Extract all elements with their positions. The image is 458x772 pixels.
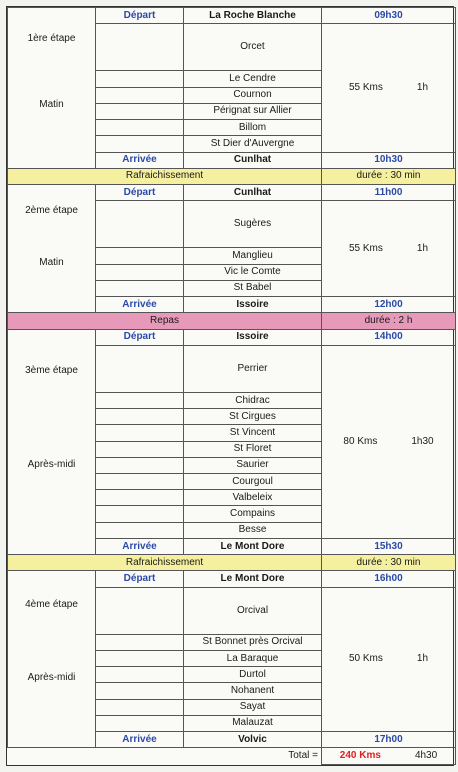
break-label: Rafraichissement <box>8 168 322 184</box>
stop-place: Manglieu <box>184 248 322 264</box>
depart-label: Départ <box>96 184 184 200</box>
stage-row-depart <box>8 8 456 24</box>
empty-cell <box>96 425 184 441</box>
empty-cell <box>96 715 184 731</box>
total-distance: 240 Kms <box>339 750 381 762</box>
empty-cell <box>96 699 184 715</box>
stage-duration: 1h <box>416 653 429 665</box>
stop-place: Durtol <box>184 667 322 683</box>
stop-place: Orcival <box>184 587 322 634</box>
empty-cell <box>96 264 184 280</box>
stage-duration: 1h30 <box>411 435 434 447</box>
depart-time: 14h00 <box>322 329 456 345</box>
empty-cell <box>96 587 184 634</box>
total-spacer <box>8 748 184 765</box>
arrivee-time: 10h30 <box>322 152 456 168</box>
stage-label-cell <box>8 184 96 312</box>
stage-period: Après-midi <box>27 458 76 470</box>
arrivee-place: Volvic <box>184 732 322 748</box>
arrivee-place: Issoire <box>184 297 322 313</box>
stop-place: Valbeleix <box>184 490 322 506</box>
empty-cell <box>96 522 184 538</box>
stop-place: St Dier d'Auvergne <box>184 136 322 152</box>
depart-label: Départ <box>96 329 184 345</box>
stop-place: Malauzat <box>184 715 322 731</box>
stage-title: 4ème étape <box>25 598 78 610</box>
break-duration: durée : 2 h <box>322 313 456 329</box>
stop-place: Perrier <box>184 345 322 392</box>
stop-place: Pérignat sur Allier <box>184 103 322 119</box>
stop-place: Le Cendre <box>184 71 322 87</box>
empty-cell <box>96 474 184 490</box>
stage-label-cell <box>8 571 96 748</box>
break-row <box>8 168 456 184</box>
empty-cell <box>96 201 184 248</box>
stage-distance-cell <box>322 201 456 297</box>
stage-title: 2ème étape <box>25 204 78 216</box>
depart-time: 16h00 <box>322 571 456 587</box>
stage-distance: 55 Kms <box>348 81 383 93</box>
break-duration: durée : 30 min <box>322 168 456 184</box>
empty-cell <box>96 667 184 683</box>
total-values <box>322 748 456 765</box>
depart-place: Le Mont Dore <box>184 571 322 587</box>
break-duration: durée : 30 min <box>322 555 456 571</box>
empty-cell <box>96 345 184 392</box>
stage-period: Matin <box>39 98 64 110</box>
break-row <box>8 555 456 571</box>
stop-place: St Cirgues <box>184 409 322 425</box>
arrivee-label: Arrivée <box>96 732 184 748</box>
itinerary-table <box>7 7 456 765</box>
depart-place: Cunlhat <box>184 184 322 200</box>
stop-place: St Babel <box>184 280 322 296</box>
break-row <box>8 313 456 329</box>
stop-place: Compains <box>184 506 322 522</box>
stop-place: La Baraque <box>184 651 322 667</box>
empty-cell <box>96 120 184 136</box>
stage-distance: 80 Kms <box>343 435 378 447</box>
arrivee-label: Arrivée <box>96 152 184 168</box>
stage-period: Matin <box>39 256 64 268</box>
stop-place: St Floret <box>184 441 322 457</box>
stage-title: 1ère étape <box>27 32 76 44</box>
itinerary-body <box>8 8 456 765</box>
empty-cell <box>96 248 184 264</box>
depart-place: La Roche Blanche <box>184 8 322 24</box>
stage-row-depart <box>8 184 456 200</box>
stop-place: St Bonnet près Orcival <box>184 634 322 650</box>
empty-cell <box>96 490 184 506</box>
stop-place: Sugères <box>184 201 322 248</box>
stop-place: Billom <box>184 120 322 136</box>
empty-cell <box>96 392 184 408</box>
depart-label: Départ <box>96 8 184 24</box>
arrivee-time: 15h30 <box>322 538 456 554</box>
stage-distance: 55 Kms <box>348 242 383 254</box>
arrivee-label: Arrivée <box>96 538 184 554</box>
depart-label: Départ <box>96 571 184 587</box>
stage-row-depart <box>8 571 456 587</box>
arrivee-time: 12h00 <box>322 297 456 313</box>
stop-place: St Vincent <box>184 425 322 441</box>
arrivee-label: Arrivée <box>96 297 184 313</box>
stage-label-cell <box>8 329 96 555</box>
empty-cell <box>96 280 184 296</box>
stage-distance-cell <box>322 345 456 538</box>
stop-place: Courgoul <box>184 474 322 490</box>
stage-row-depart <box>8 329 456 345</box>
stage-distance-cell <box>322 24 456 152</box>
total-label: Total = <box>288 750 318 762</box>
empty-cell <box>96 651 184 667</box>
depart-time: 09h30 <box>322 8 456 24</box>
stop-place: Cournon <box>184 87 322 103</box>
empty-cell <box>96 441 184 457</box>
break-label: Repas <box>8 313 322 329</box>
stage-duration: 1h <box>416 81 429 93</box>
empty-cell <box>96 24 184 71</box>
stop-place: Saurier <box>184 457 322 473</box>
stop-place: Orcet <box>184 24 322 71</box>
empty-cell <box>96 71 184 87</box>
arrivee-place: Cunlhat <box>184 152 322 168</box>
stage-duration: 1h <box>416 242 429 254</box>
stop-place: Vic le Comte <box>184 264 322 280</box>
stage-distance-cell <box>322 587 456 732</box>
empty-cell <box>96 409 184 425</box>
stop-place: Besse <box>184 522 322 538</box>
arrivee-time: 17h00 <box>322 732 456 748</box>
empty-cell <box>96 634 184 650</box>
empty-cell <box>96 136 184 152</box>
stage-period: Après-midi <box>27 671 76 683</box>
empty-cell <box>96 683 184 699</box>
itinerary-sheet <box>6 6 454 766</box>
depart-time: 11h00 <box>322 184 456 200</box>
empty-cell <box>96 103 184 119</box>
break-label: Rafraichissement <box>8 555 322 571</box>
stop-place: Chidrac <box>184 392 322 408</box>
total-duration: 4h30 <box>414 750 438 762</box>
stage-label-cell <box>8 8 96 169</box>
stop-place: Nohanent <box>184 683 322 699</box>
empty-cell <box>96 87 184 103</box>
arrivee-place: Le Mont Dore <box>184 538 322 554</box>
stage-title: 3ème étape <box>25 364 78 376</box>
empty-cell <box>96 457 184 473</box>
depart-place: Issoire <box>184 329 322 345</box>
total-row <box>8 748 456 765</box>
stop-place: Sayat <box>184 699 322 715</box>
empty-cell <box>96 506 184 522</box>
stage-distance: 50 Kms <box>348 653 383 665</box>
